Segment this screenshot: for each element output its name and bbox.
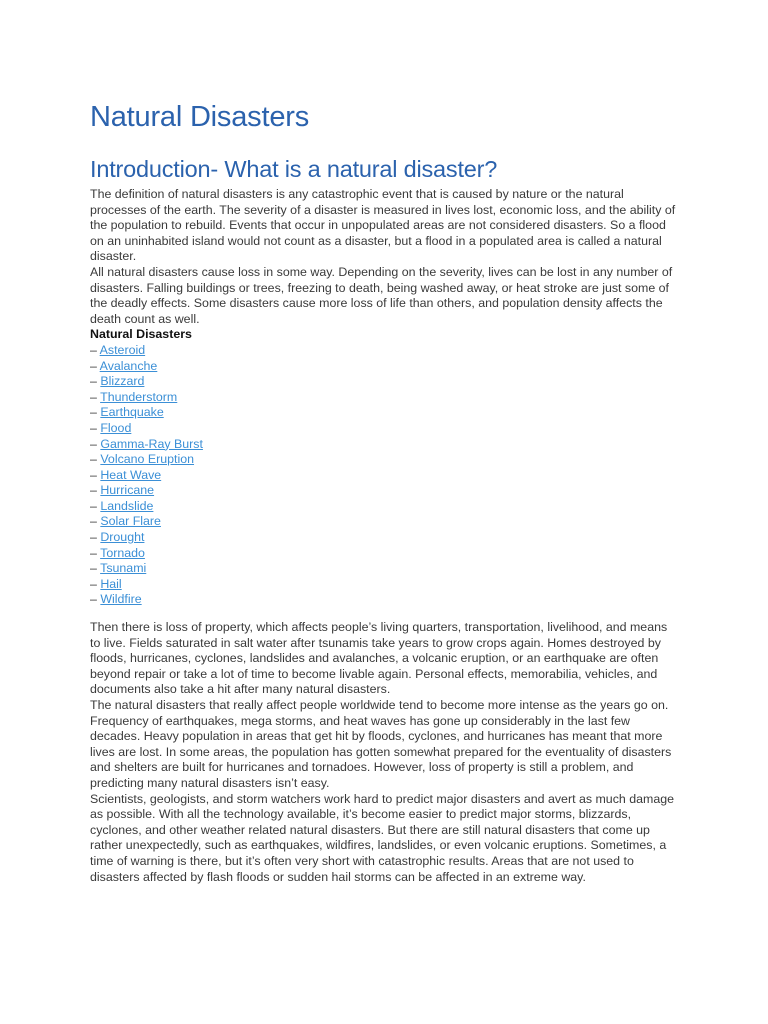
intro-paragraph: The definition of natural disasters is any catastrophic event that is caused by nature or the natural processes of the earth. The severity of a disaster is measured in lives lost, economic loss, and the ability of the population to rebuild. Events that occur in unpopulated areas are not considered disasters. So a flood on an uninhabited island would not count as a disaster, but a flood in a populated area is called a natural disaster. xyxy=(90,187,676,264)
list-dash: – xyxy=(90,405,101,420)
list-item xyxy=(90,592,680,608)
document-title: Natural Disasters xyxy=(90,101,309,133)
disaster-link-heat-wave[interactable]: Heat Wave xyxy=(100,467,162,482)
disaster-link-asteroid[interactable]: Asteroid xyxy=(99,342,146,357)
list-dash: – xyxy=(90,436,101,451)
list-item xyxy=(90,437,680,453)
list-item xyxy=(90,343,680,359)
list-item xyxy=(90,530,680,546)
list-item xyxy=(90,483,680,499)
disaster-link-gamma-ray-burst[interactable]: Gamma-Ray Burst xyxy=(100,436,203,451)
list-dash: – xyxy=(90,561,101,576)
disaster-link-landslide[interactable]: Landslide xyxy=(100,498,154,513)
disaster-link-wildfire[interactable]: Wildfire xyxy=(100,592,142,607)
disaster-link-tornado[interactable]: Tornado xyxy=(100,545,145,560)
list-dash: – xyxy=(90,389,101,404)
list-dash: – xyxy=(90,483,101,498)
list-dash: – xyxy=(90,420,101,435)
list-dash: – xyxy=(90,342,100,357)
list-item xyxy=(90,452,680,468)
list-dash: – xyxy=(90,358,100,373)
list-dash: – xyxy=(90,467,101,482)
list-item xyxy=(90,514,680,530)
disaster-link-thunderstorm[interactable]: Thunderstorm xyxy=(100,389,178,404)
body-paragraph: Then there is loss of property, which affects people’s living quarters, transportation, livelihood, and means to live. Fields saturated in salt water after tsunamis take years to grow crops again. Homes destroyed by floods, hurricanes, cyclones, landslides and avalanches, a volcanic eruption, or an earthquake are often beyond repair or take a lot of time to become livable again. Personal effects, memorabilia, vehicles, and documents also take a hit after many natural disasters. xyxy=(90,620,668,697)
disaster-link-flood[interactable]: Flood xyxy=(100,420,132,435)
body-paragraph: The natural disasters that really affect people worldwide tend to become more intense as the years go on. Frequency of earthquakes, mega storms, and heat waves has gone up considerably in the last few decades. Heavy population in areas that get hit by floods, cyclones, and hurricanes has meant that more lives are lost. In some areas, the population has gotten somewhat prepared for the eventuality of disasters and shelters are built for hurricanes and tornadoes. However, loss of property is still a problem, and predicting many natural disasters isn’t easy. xyxy=(90,698,672,790)
disaster-link-solar-flare[interactable]: Solar Flare xyxy=(100,514,161,529)
intro-paragraph: All natural disasters cause loss in some way. Depending on the severity, lives can be lost in any number of disasters. Falling buildings or trees, freezing to death, being washed away, or heat stroke are just some of the deadly effects. Some disasters cause more loss of life than others, and population density affects the death count as well. xyxy=(90,264,673,326)
list-item xyxy=(90,546,680,562)
body-text xyxy=(90,620,680,885)
list-item xyxy=(90,390,680,406)
intro-text xyxy=(90,187,680,327)
disaster-link-hail[interactable]: Hail xyxy=(100,576,122,591)
disaster-link-earthquake[interactable]: Earthquake xyxy=(100,405,164,420)
disaster-link-volcano-eruption[interactable]: Volcano Eruption xyxy=(100,452,195,467)
disaster-link-avalanche[interactable]: Avalanche xyxy=(99,358,158,373)
disaster-link-tsunami[interactable]: Tsunami xyxy=(100,561,147,576)
disaster-link-blizzard[interactable]: Blizzard xyxy=(100,374,145,389)
list-dash: – xyxy=(90,576,101,591)
list-dash: – xyxy=(90,374,101,389)
list-item xyxy=(90,374,680,390)
disaster-link-drought[interactable]: Drought xyxy=(100,530,145,545)
disaster-list xyxy=(90,343,680,608)
list-dash: – xyxy=(90,452,101,467)
list-heading: Natural Disasters xyxy=(90,327,192,342)
section-heading: Introduction- What is a natural disaster? xyxy=(90,156,498,182)
list-item xyxy=(90,421,680,437)
list-item xyxy=(90,577,680,593)
list-dash: – xyxy=(90,592,101,607)
document-page xyxy=(90,97,680,885)
list-item xyxy=(90,561,680,577)
body-paragraph: Scientists, geologists, and storm watchers work hard to predict major disasters and avert as much damage as possible. With all the technology available, it’s become easier to predict major storms, blizzards, cyclones, and other weather related natural disasters. But there are still natural disasters that come up rather unexpectedly, such as earthquakes, wildfires, landslides, or even volcanic eruptions. Sometimes, a time of warning is there, but it’s often very short with catastrophic results. Areas that are not used to disasters affected by flash floods or sudden hail storms can be affected in an extreme way. xyxy=(90,791,674,884)
list-dash: – xyxy=(90,530,101,545)
list-dash: – xyxy=(90,498,101,513)
list-item xyxy=(90,405,680,421)
disaster-list-section xyxy=(90,327,680,608)
list-item xyxy=(90,359,680,375)
list-item xyxy=(90,499,680,515)
list-item xyxy=(90,468,680,484)
list-dash: – xyxy=(90,514,101,529)
list-dash: – xyxy=(90,545,101,560)
disaster-link-hurricane[interactable]: Hurricane xyxy=(100,483,155,498)
